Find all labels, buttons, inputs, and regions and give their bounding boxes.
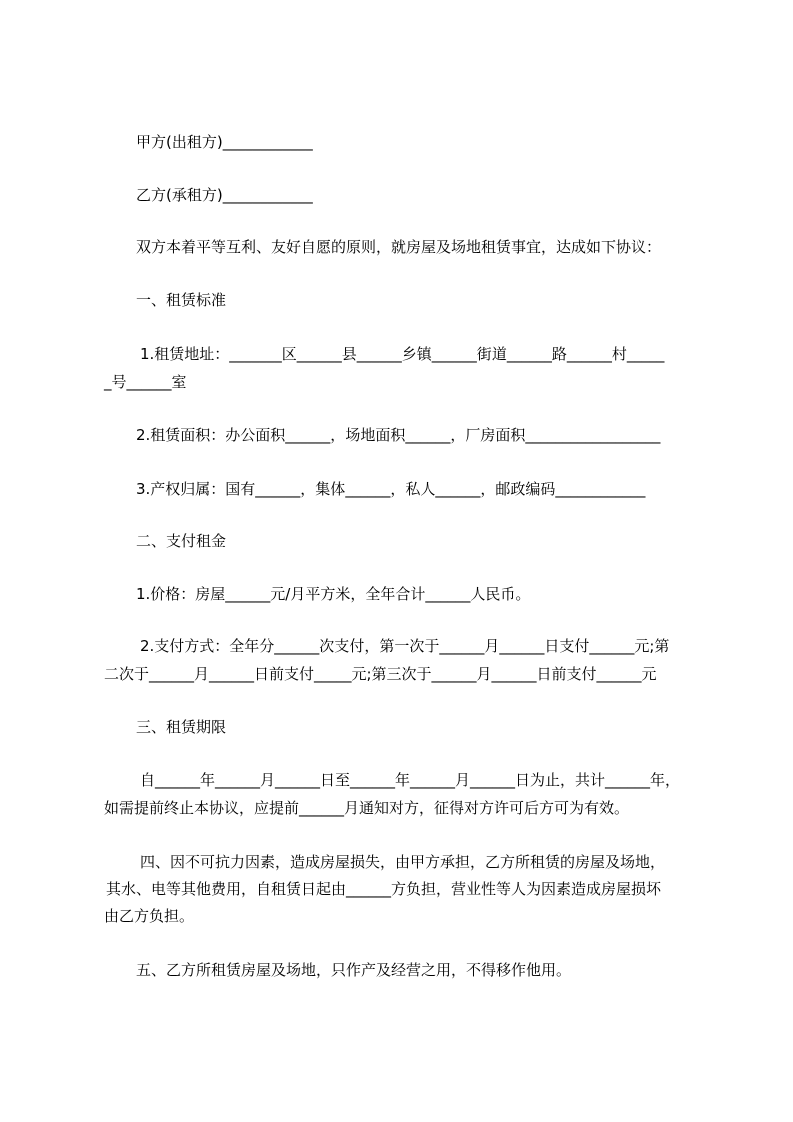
section-3-heading: 三、租赁期限 (136, 718, 227, 736)
party-a-line: 甲方(出租方)____________ (136, 133, 313, 151)
term-line-1: 自______年______月______日至______年______月______日为止，共计______年， (140, 771, 681, 789)
section-5-line: 五、乙方所租赁房屋及场地，只作产及经营之用，不得移作他用。 (136, 961, 572, 979)
section-4-line-1: 四、因不可抗力因素，造成房屋损失，由甲方承担，乙方所租赁的房屋及场地， (140, 853, 666, 871)
party-b-line: 乙方(承租方)____________ (136, 186, 313, 204)
section-2-heading: 二、支付租金 (136, 532, 227, 550)
clause-1-3-line: 3.产权归属：国有______，集体______，私人______，邮政编码____________ (136, 480, 646, 498)
term-line-2: 如需提前终止本协议，应提前______月通知对方，征得对方许可后方可为有效。 (104, 799, 630, 817)
section-1-heading: 一、租赁标准 (136, 291, 227, 309)
preamble-line: 双方本着平等互利、友好自愿的原则，就房屋及场地租赁事宜，达成如下协议： (136, 238, 662, 256)
clause-1-1-line-2: _号______室 (104, 373, 187, 391)
clause-2-1-line: 1.价格：房屋______元/月平方米，全年合计______人民币。 (136, 585, 531, 603)
clause-1-1-line-1: 1.租赁地址：_______区______县______乡镇______街道______路______村_____ (140, 345, 665, 363)
clause-1-2-line: 2.租赁面积：办公面积______，场地面积______，厂房面积__________________ (136, 426, 661, 444)
clause-2-2-line-2: 二次于______月______日前支付_____元;第三次于______月______日前支付______元 (104, 665, 657, 683)
section-4-line-2: 其水、电等其他费用，自租赁日起由______方负担，营业性等人为因素造成房屋损坏 (106, 880, 662, 898)
section-4-line-3: 由乙方负担。 (104, 907, 195, 925)
clause-2-2-line-1: 2.支付方式：全年分______次支付，第一次于______月______日支付______元;第 (140, 637, 670, 655)
